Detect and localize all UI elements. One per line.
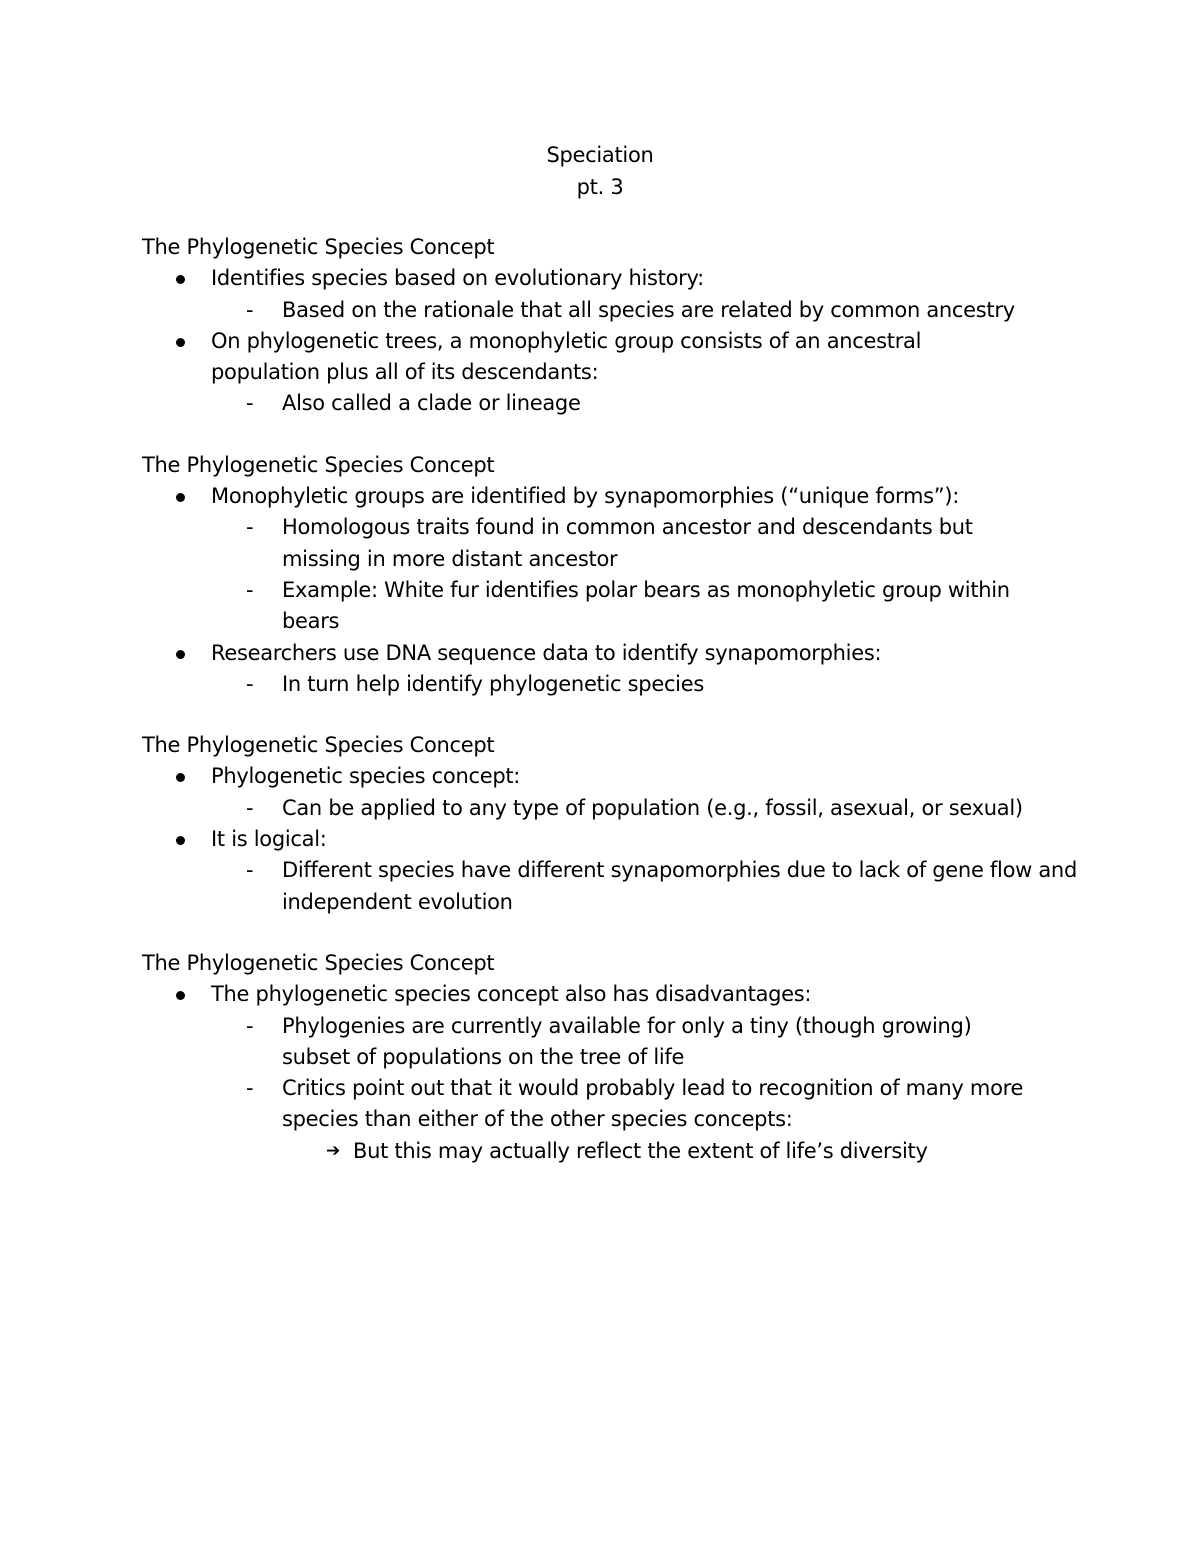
bullet-text: On phylogenetic trees, a monophyletic group consists of an ancestral population plus all of its descendants: — [211, 328, 922, 385]
dash-marker: - — [246, 577, 254, 602]
sub-text: Homologous traits found in common ancestor and descendants but missing in more distant ancestor — [282, 515, 973, 571]
sub-item — [142, 855, 1082, 918]
sub-item — [142, 793, 1162, 824]
sub-text: Different species have different synapomorphies due to lack of gene flow and independent evolution — [282, 858, 1077, 914]
sub-text: Critics point out that it would probably lead to recognition of many more species than either of the other species concepts: — [282, 1076, 1024, 1132]
bullet-text: The phylogenetic species concept also has disadvantages: — [211, 982, 812, 1007]
bullet-dot-icon — [176, 275, 185, 284]
dash-marker: - — [246, 858, 254, 883]
bullet-item — [142, 979, 1162, 1010]
section-heading: The Phylogenetic Species Concept — [142, 733, 495, 758]
arrow-right-icon: ➔ — [326, 1140, 340, 1161]
dash-marker: - — [246, 391, 254, 416]
sub-item — [142, 575, 1072, 638]
sub-item — [142, 669, 1162, 700]
section-3 — [142, 730, 1162, 918]
subsub-text: But this may actually reflect the extent of life’s diversity — [353, 1138, 928, 1163]
bullet-item — [142, 326, 1011, 389]
sub-text: Also called a clade or lineage — [282, 391, 581, 416]
section-2 — [142, 450, 1162, 700]
bullet-text: Monophyletic groups are identified by synapomorphies (“unique forms”): — [211, 484, 960, 509]
document-subtitle: pt. 3 — [576, 175, 624, 199]
dash-marker: - — [246, 795, 254, 820]
dash-marker: - — [246, 671, 254, 696]
sub-item — [142, 295, 1162, 326]
sub-item — [142, 1011, 1022, 1074]
bullet-dot-icon — [176, 773, 185, 782]
bullet-text: Identifies species based on evolutionary history: — [211, 266, 704, 291]
sub-text: Phylogenies are currently available for only a tiny (though growing) subset of populations on the tree of life — [282, 1013, 972, 1069]
section-heading: The Phylogenetic Species Concept — [142, 452, 495, 477]
bullet-dot-icon — [176, 991, 185, 1000]
section-4 — [142, 948, 1162, 1167]
subsub-item — [142, 1136, 1162, 1167]
bullet-item — [142, 263, 1162, 294]
dash-marker: - — [246, 1013, 254, 1038]
bullet-text: It is logical: — [211, 827, 327, 852]
section-heading: The Phylogenetic Species Concept — [142, 235, 495, 259]
dash-marker: - — [246, 1076, 254, 1101]
title-block — [0, 139, 1200, 203]
section-1 — [142, 232, 1162, 420]
bullet-text: Researchers use DNA sequence data to identify synapomorphies: — [211, 640, 882, 665]
bullet-text: Phylogenetic species concept: — [211, 764, 521, 789]
document-body — [142, 232, 1162, 1197]
sub-text: Based on the rationale that all species are related by common ancestry — [282, 297, 1015, 322]
bullet-dot-icon — [176, 338, 185, 347]
sub-item — [142, 388, 1162, 419]
bullet-item — [142, 481, 1162, 512]
bullet-dot-icon — [176, 650, 185, 659]
bullet-item — [142, 638, 1162, 669]
document-title: Speciation — [546, 143, 654, 167]
sub-text: Can be applied to any type of population (e.g., fossil, asexual, or sexual) — [282, 795, 1023, 820]
bullet-item — [142, 761, 1162, 792]
sub-item — [142, 1073, 1082, 1136]
dash-marker: - — [246, 515, 254, 540]
bullet-item — [142, 824, 1162, 855]
bullet-dot-icon — [176, 493, 185, 502]
sub-text: In turn help identify phylogenetic species — [282, 671, 704, 696]
sub-item — [142, 512, 1002, 575]
bullet-dot-icon — [176, 836, 185, 845]
sub-text: Example: White fur identifies polar bears as monophyletic group within bears — [282, 577, 1010, 634]
dash-marker: - — [246, 297, 254, 322]
section-heading: The Phylogenetic Species Concept — [142, 950, 495, 975]
